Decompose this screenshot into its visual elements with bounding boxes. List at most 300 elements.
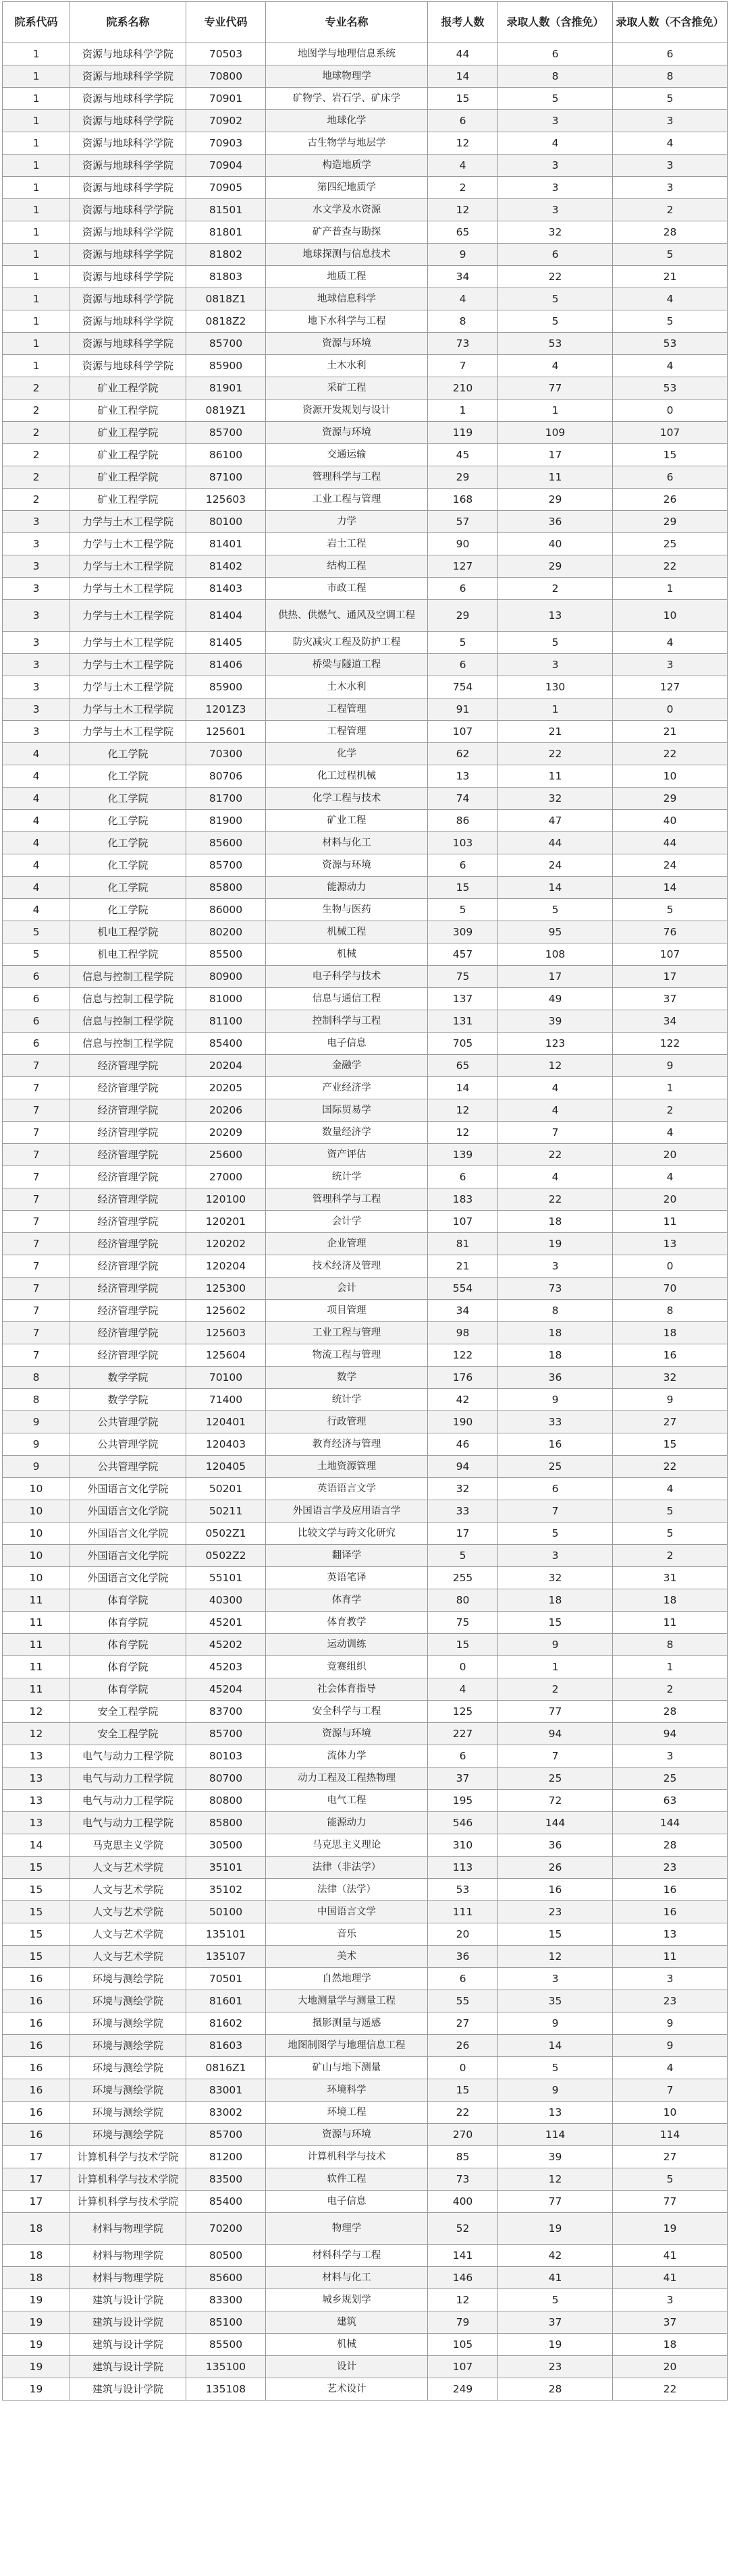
dept-code-cell: 1: [3, 43, 70, 65]
admitted-incl-cell: 29: [498, 555, 613, 578]
major-name-cell: 数学: [266, 1367, 428, 1389]
admitted-incl-cell: 4: [498, 1166, 613, 1188]
admitted-excl-cell: 1: [613, 1077, 728, 1099]
admitted-excl-cell: 18: [613, 1589, 728, 1612]
admitted-incl-cell: 39: [498, 1010, 613, 1033]
dept-name-cell: 经济管理学院: [70, 1322, 186, 1344]
dept-name-cell: 建筑与设计学院: [70, 2378, 186, 2401]
admitted-excl-cell: 29: [613, 788, 728, 810]
major-name-cell: 自然地理学: [266, 1968, 428, 1990]
table-row: [3, 765, 728, 788]
applicants-cell: 12: [428, 1099, 498, 1122]
admitted-incl-cell: 25: [498, 1456, 613, 1478]
admitted-incl-cell: 18: [498, 1589, 613, 1612]
admitted-incl-cell: 12: [498, 1055, 613, 1077]
dept-code-cell: 10: [3, 1545, 70, 1567]
applicants-cell: 29: [428, 600, 498, 632]
header-major-code: 专业代码: [186, 2, 266, 43]
dept-name-cell: 环境与测绘学院: [70, 2102, 186, 2124]
major-name-cell: 项目管理: [266, 1300, 428, 1322]
admitted-excl-cell: 4: [613, 355, 728, 377]
applicants-cell: 33: [428, 1500, 498, 1523]
dept-name-cell: 信息与控制工程学院: [70, 1033, 186, 1055]
table-row: [3, 310, 728, 333]
major-code-cell: 85400: [186, 1033, 266, 1055]
major-name-cell: 桥梁与隧道工程: [266, 654, 428, 676]
major-name-cell: 体育教学: [266, 1612, 428, 1634]
applicants-cell: 6: [428, 854, 498, 877]
dept-code-cell: 3: [3, 676, 70, 698]
admitted-excl-cell: 11: [613, 1211, 728, 1233]
admitted-excl-cell: 28: [613, 221, 728, 244]
admitted-excl-cell: 5: [613, 310, 728, 333]
table-row: [3, 1834, 728, 1857]
admitted-excl-cell: 29: [613, 511, 728, 533]
dept-code-cell: 2: [3, 377, 70, 400]
admitted-incl-cell: 5: [498, 632, 613, 654]
dept-name-cell: 力学与土木工程学院: [70, 511, 186, 533]
major-code-cell: 0816Z1: [186, 2057, 266, 2079]
applicants-cell: 125: [428, 1701, 498, 1723]
dept-name-cell: 资源与地球科学学院: [70, 43, 186, 65]
dept-name-cell: 外国语言文化学院: [70, 1545, 186, 1567]
applicants-cell: 1: [428, 400, 498, 422]
table-row: [3, 2168, 728, 2191]
admitted-incl-cell: 13: [498, 600, 613, 632]
admitted-excl-cell: 18: [613, 2334, 728, 2356]
table-row: [3, 2213, 728, 2245]
admitted-excl-cell: 8: [613, 1634, 728, 1656]
admitted-incl-cell: 73: [498, 1278, 613, 1300]
admitted-incl-cell: 22: [498, 1188, 613, 1211]
table-row: [3, 1344, 728, 1367]
admitted-incl-cell: 7: [498, 1500, 613, 1523]
major-name-cell: 体育学: [266, 1589, 428, 1612]
admitted-incl-cell: 8: [498, 1300, 613, 1322]
major-name-cell: 摄影测量与遥感: [266, 2012, 428, 2035]
major-code-cell: 0818Z1: [186, 288, 266, 310]
table-body: [3, 43, 728, 2401]
table-row: [3, 466, 728, 489]
applicants-cell: 12: [428, 199, 498, 221]
table-row: [3, 1567, 728, 1589]
applicants-cell: 21: [428, 1255, 498, 1278]
applicants-cell: 6: [428, 654, 498, 676]
major-name-cell: 地下水科学与工程: [266, 310, 428, 333]
major-code-cell: 85400: [186, 2191, 266, 2213]
admission-table-container: [2, 1, 727, 2401]
dept-code-cell: 16: [3, 2012, 70, 2035]
dept-name-cell: 电气与动力工程学院: [70, 1812, 186, 1834]
dept-name-cell: 化工学院: [70, 743, 186, 765]
dept-code-cell: 9: [3, 1456, 70, 1478]
table-row: [3, 555, 728, 578]
applicants-cell: 6: [428, 578, 498, 600]
applicants-cell: 705: [428, 1033, 498, 1055]
dept-name-cell: 力学与土木工程学院: [70, 600, 186, 632]
dept-name-cell: 计算机科学与技术学院: [70, 2146, 186, 2168]
dept-name-cell: 材料与物理学院: [70, 2213, 186, 2245]
table-row: [3, 1233, 728, 1255]
major-name-cell: 地球信息科学: [266, 288, 428, 310]
admitted-excl-cell: 3: [613, 654, 728, 676]
admitted-excl-cell: 25: [613, 533, 728, 555]
dept-name-cell: 经济管理学院: [70, 1300, 186, 1322]
table-row: [3, 1612, 728, 1634]
major-name-cell: 设计: [266, 2356, 428, 2378]
major-code-cell: 80500: [186, 2245, 266, 2267]
major-name-cell: 地球化学: [266, 110, 428, 132]
major-code-cell: 45203: [186, 1656, 266, 1678]
admitted-incl-cell: 114: [498, 2124, 613, 2146]
dept-name-cell: 信息与控制工程学院: [70, 966, 186, 988]
applicants-cell: 4: [428, 1678, 498, 1701]
admitted-incl-cell: 39: [498, 2146, 613, 2168]
major-name-cell: 产业经济学: [266, 1077, 428, 1099]
admitted-incl-cell: 3: [498, 155, 613, 177]
admitted-incl-cell: 15: [498, 1612, 613, 1634]
dept-name-cell: 力学与土木工程学院: [70, 676, 186, 698]
admitted-incl-cell: 11: [498, 466, 613, 489]
dept-name-cell: 公共管理学院: [70, 1433, 186, 1456]
table-row: [3, 832, 728, 854]
major-name-cell: 中国语言文学: [266, 1901, 428, 1923]
admitted-excl-cell: 4: [613, 1166, 728, 1188]
dept-name-cell: 信息与控制工程学院: [70, 1010, 186, 1033]
dept-name-cell: 经济管理学院: [70, 1055, 186, 1077]
dept-code-cell: 19: [3, 2356, 70, 2378]
major-name-cell: 美术: [266, 1946, 428, 1968]
dept-code-cell: 8: [3, 1367, 70, 1389]
applicants-cell: 119: [428, 422, 498, 444]
dept-code-cell: 4: [3, 810, 70, 832]
applicants-cell: 7: [428, 355, 498, 377]
admitted-incl-cell: 5: [498, 2289, 613, 2311]
major-code-cell: 70503: [186, 43, 266, 65]
table-row: [3, 1055, 728, 1077]
admitted-excl-cell: 16: [613, 1344, 728, 1367]
admitted-incl-cell: 3: [498, 199, 613, 221]
table-header-row: [3, 2, 728, 43]
admitted-excl-cell: 3: [613, 110, 728, 132]
major-name-cell: 地图学与地理信息系统: [266, 43, 428, 65]
major-name-cell: 数量经济学: [266, 1122, 428, 1144]
major-name-cell: 比较文学与跨文化研究: [266, 1523, 428, 1545]
dept-name-cell: 经济管理学院: [70, 1278, 186, 1300]
admitted-excl-cell: 3: [613, 2289, 728, 2311]
admitted-excl-cell: 37: [613, 2311, 728, 2334]
major-name-cell: 物流工程与管理: [266, 1344, 428, 1367]
dept-code-cell: 17: [3, 2191, 70, 2213]
dept-code-cell: 1: [3, 266, 70, 288]
applicants-cell: 105: [428, 2334, 498, 2356]
admitted-incl-cell: 42: [498, 2245, 613, 2267]
applicants-cell: 0: [428, 1656, 498, 1678]
admitted-incl-cell: 2: [498, 578, 613, 600]
admitted-excl-cell: 5: [613, 1523, 728, 1545]
admitted-excl-cell: 3: [613, 1968, 728, 1990]
major-code-cell: 50201: [186, 1478, 266, 1500]
dept-name-cell: 环境与测绘学院: [70, 2057, 186, 2079]
dept-code-cell: 19: [3, 2311, 70, 2334]
admitted-incl-cell: 3: [498, 654, 613, 676]
table-row: [3, 1500, 728, 1523]
table-row: [3, 1545, 728, 1567]
applicants-cell: 12: [428, 1122, 498, 1144]
applicants-cell: 73: [428, 2168, 498, 2191]
major-name-cell: 资源与环境: [266, 422, 428, 444]
applicants-cell: 94: [428, 1456, 498, 1478]
applicants-cell: 255: [428, 1567, 498, 1589]
table-row: [3, 654, 728, 676]
table-row: [3, 1589, 728, 1612]
applicants-cell: 65: [428, 1055, 498, 1077]
major-name-cell: 矿产普查与勘探: [266, 221, 428, 244]
admitted-excl-cell: 2: [613, 1678, 728, 1701]
admitted-excl-cell: 26: [613, 489, 728, 511]
major-code-cell: 81603: [186, 2035, 266, 2057]
dept-name-cell: 化工学院: [70, 899, 186, 921]
admitted-excl-cell: 0: [613, 1255, 728, 1278]
dept-name-cell: 经济管理学院: [70, 1122, 186, 1144]
major-name-cell: 管理科学与工程: [266, 1188, 428, 1211]
major-code-cell: 1201Z3: [186, 698, 266, 721]
admitted-incl-cell: 19: [498, 2334, 613, 2356]
dept-code-cell: 16: [3, 2035, 70, 2057]
admitted-incl-cell: 5: [498, 2057, 613, 2079]
table-row: [3, 2079, 728, 2102]
admitted-incl-cell: 36: [498, 1367, 613, 1389]
dept-name-cell: 资源与地球科学学院: [70, 266, 186, 288]
admitted-excl-cell: 23: [613, 1990, 728, 2012]
admitted-incl-cell: 72: [498, 1790, 613, 1812]
admitted-excl-cell: 37: [613, 988, 728, 1010]
dept-name-cell: 经济管理学院: [70, 1255, 186, 1278]
dept-name-cell: 化工学院: [70, 854, 186, 877]
dept-code-cell: 11: [3, 1589, 70, 1612]
major-name-cell: 管理科学与工程: [266, 466, 428, 489]
admitted-excl-cell: 10: [613, 600, 728, 632]
table-row: [3, 1188, 728, 1211]
admitted-incl-cell: 32: [498, 221, 613, 244]
admitted-excl-cell: 32: [613, 1367, 728, 1389]
applicants-cell: 6: [428, 1745, 498, 1767]
dept-code-cell: 1: [3, 88, 70, 110]
dept-code-cell: 3: [3, 511, 70, 533]
table-row: [3, 2124, 728, 2146]
table-row: [3, 2356, 728, 2378]
admitted-incl-cell: 9: [498, 1389, 613, 1411]
table-row: [3, 533, 728, 555]
major-name-cell: 环境科学: [266, 2079, 428, 2102]
dept-code-cell: 1: [3, 288, 70, 310]
major-code-cell: 85500: [186, 943, 266, 966]
applicants-cell: 111: [428, 1901, 498, 1923]
admitted-excl-cell: 5: [613, 244, 728, 266]
applicants-cell: 176: [428, 1367, 498, 1389]
applicants-cell: 5: [428, 899, 498, 921]
admitted-incl-cell: 26: [498, 1857, 613, 1879]
applicants-cell: 34: [428, 266, 498, 288]
applicants-cell: 457: [428, 943, 498, 966]
table-row: [3, 1812, 728, 1834]
major-code-cell: 85900: [186, 355, 266, 377]
major-name-cell: 第四纪地质学: [266, 177, 428, 199]
admitted-incl-cell: 4: [498, 355, 613, 377]
table-row: [3, 1901, 728, 1923]
admitted-incl-cell: 3: [498, 177, 613, 199]
dept-name-cell: 矿业工程学院: [70, 489, 186, 511]
major-code-cell: 81200: [186, 2146, 266, 2168]
applicants-cell: 86: [428, 810, 498, 832]
major-name-cell: 化学工程与技术: [266, 788, 428, 810]
dept-code-cell: 7: [3, 1166, 70, 1188]
admitted-incl-cell: 77: [498, 2191, 613, 2213]
dept-name-cell: 化工学院: [70, 810, 186, 832]
dept-code-cell: 15: [3, 1857, 70, 1879]
admitted-incl-cell: 22: [498, 1144, 613, 1166]
dept-code-cell: 3: [3, 600, 70, 632]
dept-code-cell: 1: [3, 333, 70, 355]
major-code-cell: 30500: [186, 1834, 266, 1857]
applicants-cell: 79: [428, 2311, 498, 2334]
admitted-excl-cell: 2: [613, 1545, 728, 1567]
admitted-incl-cell: 18: [498, 1344, 613, 1367]
dept-code-cell: 1: [3, 110, 70, 132]
dept-name-cell: 资源与地球科学学院: [70, 177, 186, 199]
major-name-cell: 地图制图学与地理信息工程: [266, 2035, 428, 2057]
table-row: [3, 966, 728, 988]
admitted-excl-cell: 13: [613, 1923, 728, 1946]
admitted-excl-cell: 76: [613, 921, 728, 943]
major-name-cell: 资源与环境: [266, 333, 428, 355]
admitted-incl-cell: 47: [498, 810, 613, 832]
table-row: [3, 1767, 728, 1790]
dept-code-cell: 12: [3, 1701, 70, 1723]
dept-name-cell: 化工学院: [70, 832, 186, 854]
major-name-cell: 土木水利: [266, 355, 428, 377]
table-row: [3, 1077, 728, 1099]
major-name-cell: 国际贸易学: [266, 1099, 428, 1122]
table-row: [3, 65, 728, 88]
major-name-cell: 外国语言学及应用语言学: [266, 1500, 428, 1523]
table-row: [3, 943, 728, 966]
dept-code-cell: 6: [3, 1033, 70, 1055]
major-code-cell: 25600: [186, 1144, 266, 1166]
table-row: [3, 1456, 728, 1478]
applicants-cell: 103: [428, 832, 498, 854]
table-row: [3, 288, 728, 310]
dept-code-cell: 13: [3, 1767, 70, 1790]
table-row: [3, 2191, 728, 2213]
dept-name-cell: 力学与土木工程学院: [70, 721, 186, 743]
dept-code-cell: 12: [3, 1723, 70, 1745]
admitted-incl-cell: 1: [498, 698, 613, 721]
dept-name-cell: 资源与地球科学学院: [70, 199, 186, 221]
admitted-incl-cell: 49: [498, 988, 613, 1010]
applicants-cell: 5: [428, 632, 498, 654]
admitted-excl-cell: 41: [613, 2245, 728, 2267]
dept-name-cell: 矿业工程学院: [70, 377, 186, 400]
dept-name-cell: 资源与地球科学学院: [70, 355, 186, 377]
applicants-cell: 546: [428, 1812, 498, 1834]
major-code-cell: 70200: [186, 2213, 266, 2245]
admitted-excl-cell: 11: [613, 1946, 728, 1968]
table-row: [3, 877, 728, 899]
dept-name-cell: 经济管理学院: [70, 1344, 186, 1367]
dept-name-cell: 人文与艺术学院: [70, 1901, 186, 1923]
table-row: [3, 1968, 728, 1990]
major-name-cell: 行政管理: [266, 1411, 428, 1433]
dept-code-cell: 16: [3, 2124, 70, 2146]
dept-code-cell: 1: [3, 310, 70, 333]
major-code-cell: 81601: [186, 1990, 266, 2012]
admitted-incl-cell: 16: [498, 1433, 613, 1456]
major-name-cell: 力学: [266, 511, 428, 533]
major-code-cell: 83500: [186, 2168, 266, 2191]
admitted-incl-cell: 6: [498, 244, 613, 266]
applicants-cell: 9: [428, 244, 498, 266]
admitted-excl-cell: 24: [613, 854, 728, 877]
admitted-incl-cell: 19: [498, 1233, 613, 1255]
major-name-cell: 大地测量学与测量工程: [266, 1990, 428, 2012]
major-name-cell: 地球物理学: [266, 65, 428, 88]
dept-name-cell: 经济管理学院: [70, 1144, 186, 1166]
major-name-cell: 矿山与地下测量: [266, 2057, 428, 2079]
dept-code-cell: 17: [3, 2146, 70, 2168]
dept-name-cell: 力学与土木工程学院: [70, 632, 186, 654]
major-code-cell: 70904: [186, 155, 266, 177]
major-name-cell: 运动训练: [266, 1634, 428, 1656]
admitted-incl-cell: 35: [498, 1990, 613, 2012]
dept-code-cell: 13: [3, 1745, 70, 1767]
dept-code-cell: 7: [3, 1322, 70, 1344]
admitted-excl-cell: 28: [613, 1834, 728, 1857]
applicants-cell: 127: [428, 555, 498, 578]
major-code-cell: 81000: [186, 988, 266, 1010]
dept-name-cell: 建筑与设计学院: [70, 2356, 186, 2378]
applicants-cell: 81: [428, 1233, 498, 1255]
table-row: [3, 1211, 728, 1233]
major-name-cell: 机械: [266, 943, 428, 966]
admitted-incl-cell: 14: [498, 2035, 613, 2057]
admitted-excl-cell: 20: [613, 2356, 728, 2378]
admitted-excl-cell: 8: [613, 65, 728, 88]
applicants-cell: 75: [428, 1612, 498, 1634]
table-row: [3, 1678, 728, 1701]
major-name-cell: 矿业工程: [266, 810, 428, 832]
table-row: [3, 1099, 728, 1122]
admitted-incl-cell: 33: [498, 1411, 613, 1433]
major-name-cell: 材料科学与工程: [266, 2245, 428, 2267]
dept-name-cell: 资源与地球科学学院: [70, 333, 186, 355]
table-row: [3, 1411, 728, 1433]
dept-code-cell: 7: [3, 1255, 70, 1278]
dept-code-cell: 7: [3, 1122, 70, 1144]
applicants-cell: 400: [428, 2191, 498, 2213]
applicants-cell: 29: [428, 466, 498, 489]
table-row: [3, 43, 728, 65]
major-name-cell: 环境工程: [266, 2102, 428, 2124]
admitted-incl-cell: 9: [498, 2012, 613, 2035]
dept-name-cell: 资源与地球科学学院: [70, 65, 186, 88]
dept-name-cell: 化工学院: [70, 765, 186, 788]
admitted-excl-cell: 4: [613, 1122, 728, 1144]
dept-code-cell: 3: [3, 721, 70, 743]
major-code-cell: 85700: [186, 333, 266, 355]
admitted-excl-cell: 10: [613, 2102, 728, 2124]
major-name-cell: 艺术设计: [266, 2378, 428, 2401]
